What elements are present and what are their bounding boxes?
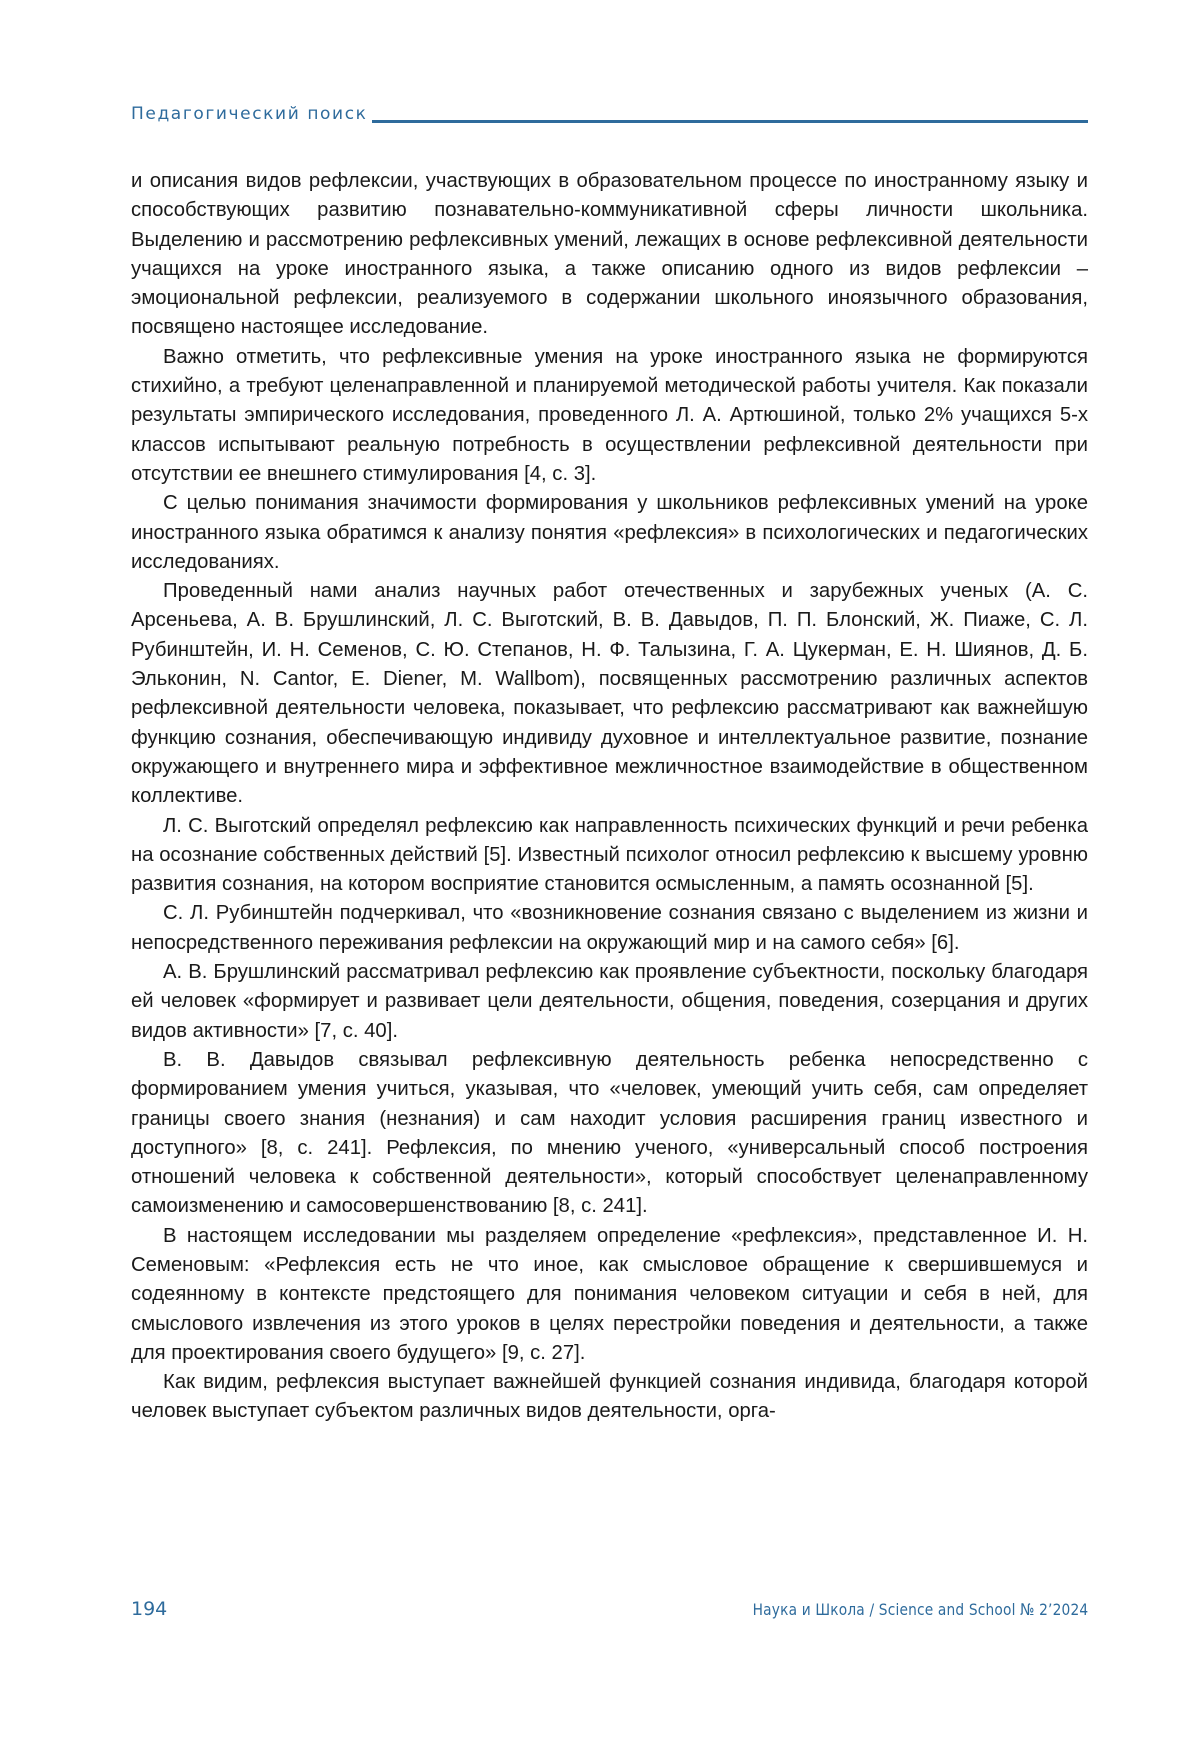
paragraph: В настоящем исследовании мы разделяем определение «рефлексия», представленное И. Н. Семеновым: «Рефлексия есть не что иное, как смысловое обращение к свершившемуся и содеянному в контексте предстоящего для понимания человеком ситуации и себя в ней, для смыслового извлечения из этого уроков в целях перестройки поведения и деятельности, а также для проектирования своего будущего» [9, с. 27].: [131, 1224, 1088, 1364]
journal-info: Наука и Школа / Science and School № 2’2024: [752, 1600, 1088, 1619]
paragraph: Важно отметить, что рефлексивные умения на уроке иностранного языка не формируются стихийно, а требуют целенаправленной и планируемой методической работы учителя. Как показали результаты эмпирического исследования, проведенного Л. А. Артюшиной, только 2% учащихся 5-х классов испытывают реальную потребность в осуществлении рефлексивной деятельности при отсутствии ее внешнего стимулирования [4, с. 3].: [131, 345, 1088, 485]
paragraph: Проведенный нами анализ научных работ отечественных и зарубежных ученых (А. С. Арсеньева, А. В. Брушлинский, Л. С. Выготский, В. В. Давыдов, П. П. Блонский, Ж. Пиаже, С. Л. Рубинштейн, И. Н. Семенов, С. Ю. Степанов, Н. Ф. Талызина, Г. А. Цукерман, Е. Н. Шиянов, Д. Б. Эльконин, N. Cantor, E. Diener, M. Wallbom), посвященных рассмотрению различных аспектов рефлексивной деятельности человека, показывает, что рефлексию рассматривают как важнейшую функцию сознания, обеспечивающую индивиду духовное и интеллектуальное развитие, познание окружающего и внутреннего мира и эффективное межличностное взаимодействие в общественном коллективе.: [131, 580, 1088, 808]
paragraph: С целью понимания значимости формирования у школьников рефлексивных умений на уроке иностранного языка обратимся к анализу понятия «рефлексия» в психологических и педагогических исследованиях.: [131, 492, 1088, 573]
header-rule: [372, 120, 1088, 123]
paragraph: Как видим, рефлексия выступает важнейшей функцией сознания индивида, благодаря которой человек выступает субъектом различных видов деятельности, орга-: [131, 1371, 1088, 1423]
page-footer: [131, 1598, 1088, 1620]
paragraph: А. В. Брушлинский рассматривал рефлексию как проявление субъектности, поскольку благодаря ей человек «формирует и развивает цели деятельности, общения, поведения, созерцания и других видов активности» [7, с. 40].: [131, 961, 1088, 1042]
paragraph: С. Л. Рубинштейн подчеркивал, что «возникновение сознания связано с выделением из жизни и непосредственного переживания рефлексии на окружающий мир и на самого себя» [6].: [131, 902, 1088, 954]
page-number: 194: [131, 1598, 168, 1620]
section-title: Педагогический поиск: [131, 104, 368, 124]
paragraph: и описания видов рефлексии, участвующих в образовательном процессе по иностранному языку и способствующих развитию познавательно-коммуникативной сферы личности школьника. Выделению и рассмотрению рефлексивных умений, лежащих в основе рефлексивной деятельности учащихся на уроке иностранного языка, а также описанию одного из видов рефлексии – эмоциональной рефлексии, реализуемого в содержании школьного иноязычного образования, посвящено настоящее исследование.: [131, 170, 1088, 339]
article-body: [131, 167, 1088, 1427]
running-head: [131, 104, 1088, 126]
paragraph: Л. С. Выготский определял рефлексию как направленность психических функций и речи ребенка на осознание собственных действий [5]. Известный психолог относил рефлексию к высшему уровню развития сознания, на котором восприятие становится осмысленным, а память осознанной [5].: [131, 814, 1088, 896]
paragraph: В. В. Давыдов связывал рефлексивную деятельность ребенка непосредственно с формированием умения учиться, указывая, что «человек, умеющий учить себя, сам определяет границы своего знания (незнания) и сам находит условия расширения границ известного и доступного» [8, с. 241]. Рефлексия, по мнению ученого, «универсальный способ построения отношений человека к собственной деятельности», который способствует целенаправленному самоизменению и самосовершенствованию [8, с. 241].: [131, 1048, 1088, 1218]
